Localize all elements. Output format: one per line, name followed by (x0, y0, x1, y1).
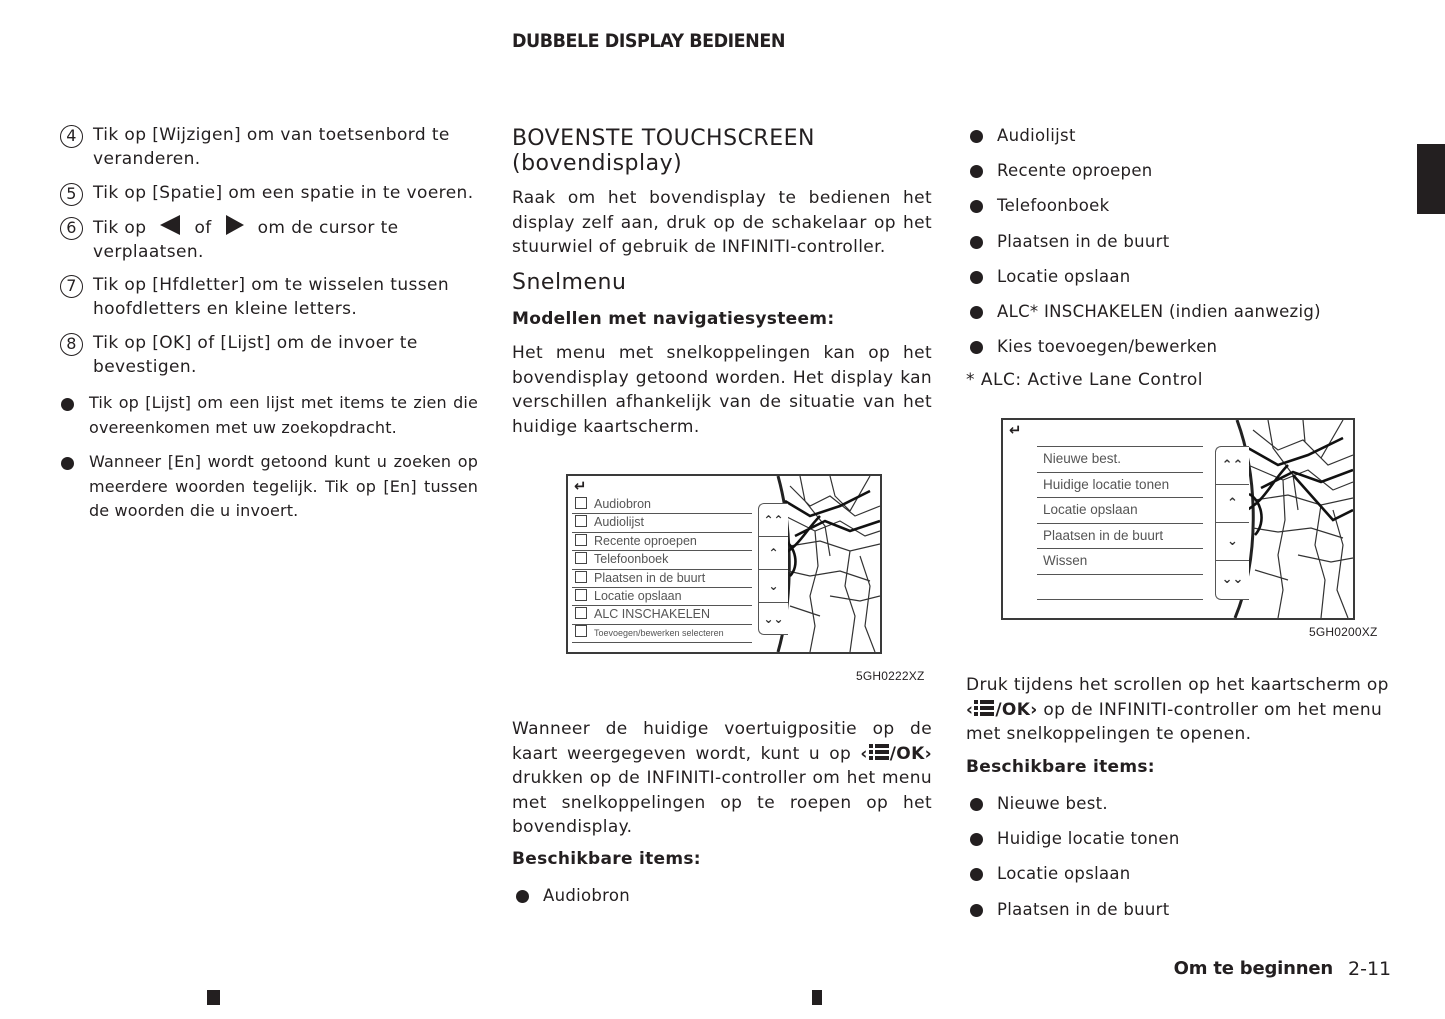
step-text-before: Tik op (93, 218, 147, 238)
chapter-thumb-tab (1417, 144, 1445, 214)
bullet-icon (61, 398, 74, 411)
menu-row: Huidige locatie tonen (1037, 473, 1203, 499)
step-number: 5 (60, 183, 83, 206)
footer-section-title: Om te beginnen (1173, 958, 1333, 979)
menu-ok-key: ‹ /OK› (860, 743, 932, 764)
checkbox-icon (575, 534, 587, 546)
scroll-up-icon: ⌃ (759, 537, 788, 570)
step-number: 7 (60, 275, 83, 298)
list-item: ALC* INSCHAKELEN (indien aanwezig) (966, 300, 1392, 335)
list-item: Plaatsen in de buurt (966, 898, 1392, 933)
map-illustration (1233, 420, 1353, 618)
checkbox-icon (575, 552, 587, 564)
scroll-shortcut-paragraph: Druk tijdens het scrollen op het kaartscherm op ‹ /OK› op de INFINITI-controller om het menu met snelkoppelingen te openen. (966, 675, 1389, 744)
step-text-or: of (194, 218, 212, 238)
step-text: Tik op [OK] of [Lijst] om de invoer te bevestigen. (93, 333, 418, 377)
figure-quick-menu-nav (566, 474, 926, 684)
list-item: Locatie opslaan (966, 265, 1392, 300)
crop-mark (207, 990, 220, 1005)
menu-rows (572, 496, 752, 643)
models-paragraph: Het menu met snelkoppelingen kan op het bovendisplay getoond worden. Het display kan verschillen afhankelijk van de situatie van het huidige kaartscherm. (512, 343, 932, 437)
page-up-icon: ⌃⌃ (759, 504, 788, 537)
back-icon: ↵ (1009, 421, 1022, 439)
checkbox-icon (575, 625, 587, 637)
page-down-icon: ⌄⌄ (1221, 572, 1244, 587)
list-item: Kies toevoegen/bewerken (966, 335, 1392, 370)
screen-illustration (1001, 418, 1355, 620)
step-text: Tik op [Wijzigen] om van toetsenbord te veranderen. (93, 125, 450, 169)
menu-row: Locatie opslaan (1037, 498, 1203, 524)
bullet-note: Tik op [Lijst] om een lijst met items te zien die overeenkomen met uw zoekopdracht. (58, 391, 478, 440)
list-item: Recente oproepen (966, 159, 1392, 194)
checkbox-icon (575, 571, 587, 583)
step-number: 8 (60, 333, 83, 356)
menu-row: Nieuwe best. (1037, 447, 1203, 473)
scroll-buttons (758, 503, 788, 635)
step-number: 6 (60, 217, 83, 240)
step-text-after: om de cursor te verplaatsen. (93, 218, 399, 262)
subsection-title: Snelmenu (512, 270, 627, 295)
available-items-heading: Beschikbare items: (512, 849, 701, 869)
menu-row: Toevoegen/bewerken selecteren (572, 625, 752, 643)
menu-ok-key: ‹ /OK› (966, 699, 1038, 720)
figure-quick-menu-scroll (1001, 418, 1391, 648)
available-items-list (512, 884, 932, 919)
shortcut-paragraph: Wanneer de huidige voertuigpositie op de kaart weergegeven wordt, kunt u op ‹ /OK› drukken op de INFINITI-controller om het menu met snelkoppelingen op te roepen op het bovendisplay. (512, 719, 932, 837)
checkbox-icon (575, 515, 587, 527)
list-item: Huidige locatie tonen (966, 827, 1392, 862)
screen-illustration (566, 474, 882, 654)
menu-row: Audiobron (572, 496, 752, 514)
list-item: Plaatsen in de buurt (966, 230, 1392, 265)
step-text: Tik op [Spatie] om een spatie in te voeren. (93, 183, 474, 203)
page-down-icon: ⌄⌄ (763, 611, 784, 626)
models-heading: Modellen met navigatiesysteem: (512, 309, 835, 329)
bullet-icon (61, 457, 74, 470)
menu-row: Recente oproepen (572, 533, 752, 551)
available-items-list (966, 792, 1392, 933)
step-5 (58, 181, 480, 205)
footnote: * ALC: Active Lane Control (966, 370, 1203, 390)
menu-row: Wissen (1037, 549, 1203, 575)
step-number: 4 (60, 125, 83, 148)
scroll-down-icon: ⌄ (759, 570, 788, 603)
step-4 (58, 123, 480, 171)
step-6 (58, 215, 480, 264)
available-items-heading: Beschikbare items: (966, 757, 1155, 777)
figure-code: 5GH0222XZ (856, 669, 925, 683)
intro-paragraph: Raak om het bovendisplay te bedienen het display zelf aan, druk op de schakelaar op het stuurwiel of gebruik de INFINITI-controller. (512, 188, 932, 257)
left-arrow-icon (160, 215, 180, 235)
scroll-buttons (1215, 446, 1249, 600)
back-icon: ↵ (574, 477, 587, 495)
step-text (58, 215, 480, 264)
right-arrow-icon (226, 215, 244, 235)
page-header: DUBBELE DISPLAY BEDIENEN (512, 30, 785, 52)
checkbox-icon (575, 589, 587, 601)
step-8 (58, 331, 480, 379)
menu-list-icon (973, 699, 995, 717)
menu-row: Locatie opslaan (572, 588, 752, 606)
section-title: BOVENSTE TOUCHSCREEN (bovendisplay) (512, 126, 815, 176)
menu-row: Telefoonboek (572, 551, 752, 569)
list-item: Audiolijst (966, 124, 1392, 159)
page-up-icon: ⌃⌃ (1216, 447, 1249, 485)
menu-list-icon (868, 743, 890, 761)
menu-row: Audiolijst (572, 514, 752, 532)
bullet-note: Wanneer [En] wordt getoond kunt u zoeken op meerdere woorden tegelijk. Tik op [En] tussen de woorden die u invoert. (58, 450, 478, 524)
available-items-list-continued (966, 124, 1392, 370)
step-7 (58, 273, 480, 321)
list-item: Locatie opslaan (966, 862, 1392, 897)
figure-code: 5GH0200XZ (1309, 625, 1378, 639)
crop-mark (812, 990, 822, 1005)
menu-row (1037, 575, 1203, 601)
list-item: Audiobron (512, 884, 932, 919)
step-text: Tik op [Hfdletter] om te wisselen tussen hoofdletters en kleine letters. (93, 275, 450, 319)
menu-row: ALC INSCHAKELEN (572, 606, 752, 624)
checkbox-icon (575, 607, 587, 619)
menu-rows (1037, 446, 1203, 600)
list-item: Nieuwe best. (966, 792, 1392, 827)
menu-row: Plaatsen in de buurt (1037, 524, 1203, 550)
scroll-down-icon: ⌄ (1216, 523, 1249, 561)
checkbox-icon (575, 497, 587, 509)
menu-row: Plaatsen in de buurt (572, 570, 752, 588)
list-item: Telefoonboek (966, 194, 1392, 229)
scroll-up-icon: ⌃ (1216, 485, 1249, 523)
page-number: 2-11 (1348, 958, 1392, 980)
